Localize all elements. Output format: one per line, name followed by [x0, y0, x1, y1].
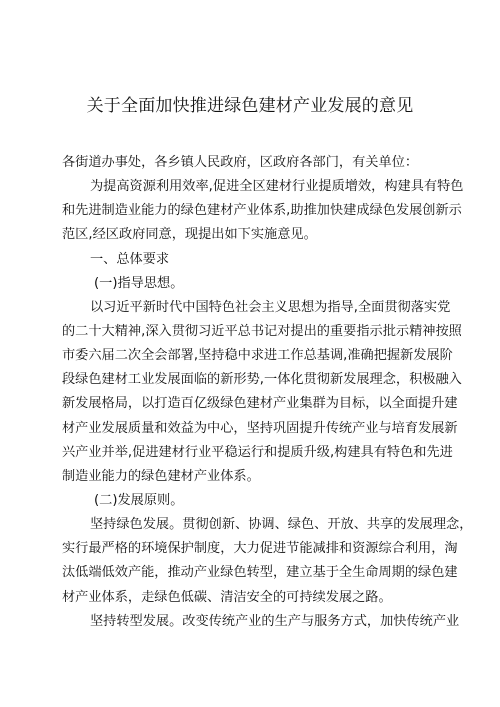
- intro-paragraph-line: 为提高资源利用效率,促进全区建材行业提质增效，构建具有特色: [90, 179, 464, 195]
- document-body: [62, 151, 473, 634]
- guiding-thought-line: 段绿色建材工业发展面临的新形势,一体化贯彻新发展理念，积极融入: [62, 372, 462, 388]
- document-title: 关于全面加快推进绿色建材产业发展的意见: [86, 96, 414, 116]
- intro-paragraph-line: 范区,经区政府同意，现提出如下实施意见。: [62, 227, 317, 243]
- guiding-thought-line: 兴产业并举,促进建材行业平稳运行和提质升级,构建具有特色和先进: [62, 444, 453, 460]
- guiding-thought-line: 的二十大精神,深入贯彻习近平总书记对提出的重要指示批示精神按照: [62, 323, 462, 339]
- subsection-heading: (一)指导思想。: [94, 275, 184, 291]
- principle-paragraph-line: 坚持绿色发展。贯彻创新、协调、绿色、开放、共享的发展理念，: [90, 517, 473, 533]
- guiding-thought-line: 市委六届二次全会部署,坚持稳中求进工作总基调,准确把握新发展阶: [62, 348, 453, 364]
- principle-paragraph-line: 材产业体系，走绿色低碳、清洁安全的可持续发展之路。: [62, 589, 392, 605]
- subsection-heading: (二)发展原则。: [94, 492, 184, 508]
- principle-paragraph-line: 坚持转型发展。改变传统产业的生产与服务方式，加快传统产业: [90, 613, 460, 629]
- guiding-thought-line: 新发展格局，以打造百亿级绿色建材产业集群为目标，以全面提升建: [62, 396, 458, 412]
- guiding-thought-line: 制造业能力的绿色建材产业体系。: [62, 468, 260, 484]
- guiding-thought-line: 材产业发展质量和效益为中心，坚持巩固提升传统产业与培育发展新: [62, 420, 458, 436]
- principle-paragraph-line: 汰低端低效产能，推动产业绿色转型，建立基于全生命周期的绿色建: [62, 565, 458, 581]
- principle-paragraph-line: 实行最严格的环境保护制度，大力促进节能减排和资源综合利用，淘: [62, 541, 458, 557]
- intro-paragraph-line: 和先进制造业能力的绿色建材产业体系,助推加快建成绿色发展创新示: [62, 203, 462, 219]
- salutation-line: 各街道办事处，各乡镇人民政府，区政府各部门，有关单位：: [62, 155, 419, 170]
- section-heading: 一、总体要求: [90, 251, 170, 267]
- guiding-thought-line: 以习近平新时代中国特色社会主义思想为指导,全面贯彻落实党: [90, 299, 451, 315]
